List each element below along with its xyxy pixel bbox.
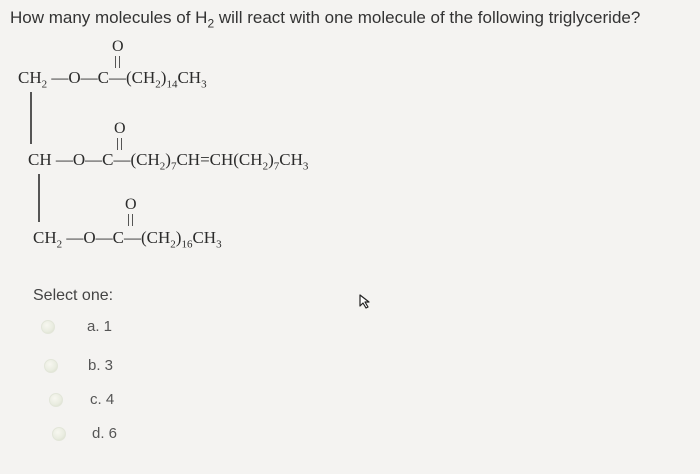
backbone-bond-2 — [38, 174, 40, 222]
double-bond-1 — [115, 56, 120, 68]
carbonyl-oxygen-2: O — [114, 120, 126, 137]
select-one-label: Select one: — [33, 287, 114, 304]
option-a-label[interactable]: a. 1 — [87, 318, 113, 335]
double-bond-3 — [128, 214, 133, 226]
option-c-label[interactable]: c. 4 — [90, 391, 115, 408]
ester-row-1: $CH_2$ $—O—C—(CH_2)_{14}CH_3$ — [18, 68, 207, 91]
option-d-radio[interactable] — [52, 427, 66, 441]
mouse-pointer-icon — [358, 293, 374, 309]
ester-row-2: CH $—O—C—(CH_2)_7CH=CH(CH_2)_7CH_3$ — [28, 150, 309, 173]
question-text: How many molecules of $H_2$ will react with one molecule of the following triglyceride? — [10, 8, 641, 31]
ester-row-3: $CH_2$ $—O—C—(CH_2)_{16}CH_3$ — [33, 228, 222, 251]
option-c-radio[interactable] — [49, 393, 63, 407]
option-a-radio[interactable] — [41, 320, 55, 334]
option-b-radio[interactable] — [44, 359, 58, 373]
double-bond-2 — [117, 138, 122, 150]
carbonyl-oxygen-1: O — [112, 38, 124, 55]
option-d-label[interactable]: d. 6 — [92, 425, 118, 442]
backbone-bond-1 — [30, 92, 32, 144]
carbonyl-oxygen-3: O — [125, 196, 137, 213]
option-b-label[interactable]: b. 3 — [88, 357, 114, 374]
